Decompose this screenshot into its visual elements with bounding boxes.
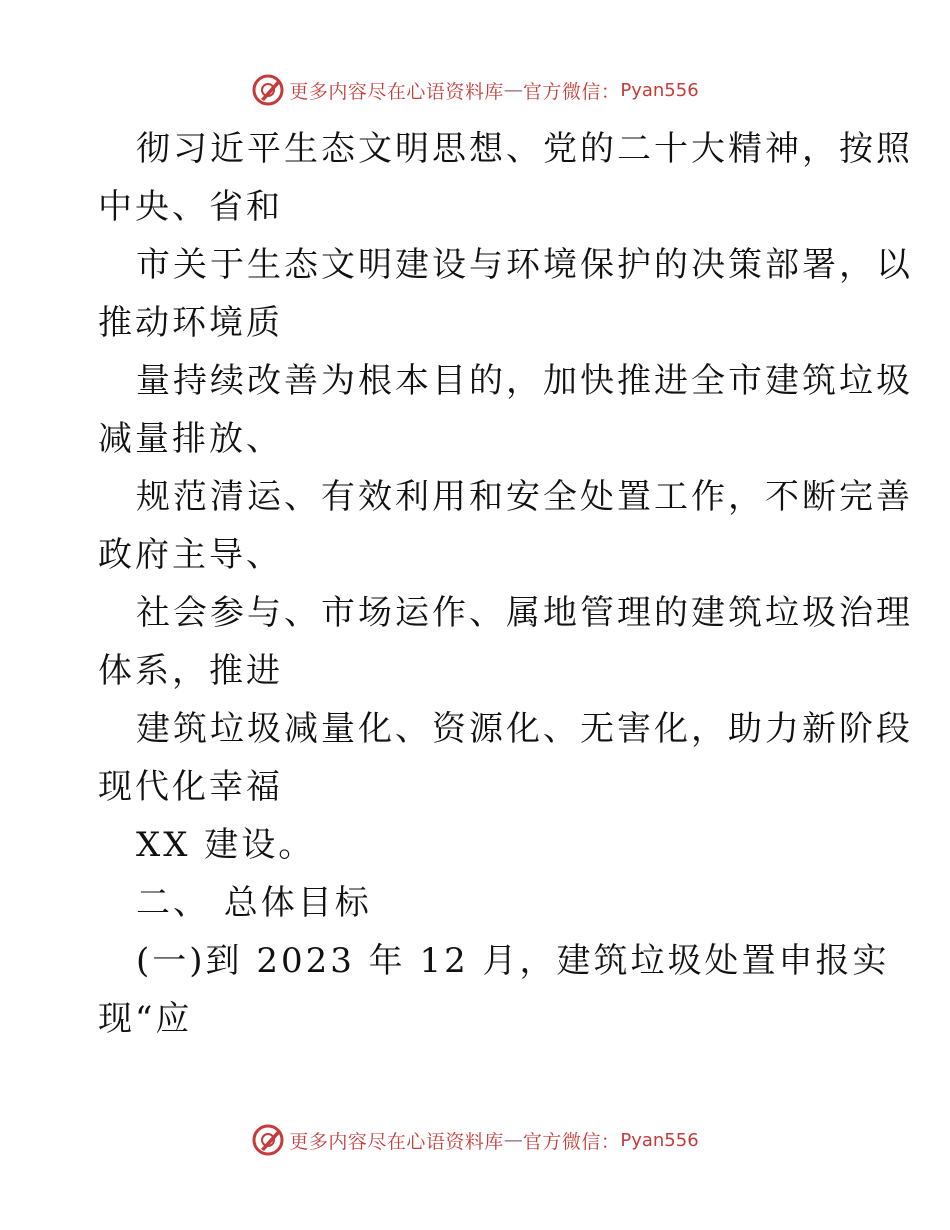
text-line: 推动环境质 [98, 303, 283, 343]
text-line: 体系，推进 [98, 651, 283, 691]
watermark-contact: 官方微信： [522, 80, 621, 103]
watermark-text: 更多内容尽在心语资料库 [289, 80, 504, 103]
brush-logo-icon [251, 73, 285, 107]
text-line: 减量排放、 [98, 419, 283, 459]
watermark-text: 更多内容尽在心语资料库 [289, 1130, 504, 1153]
text-line: 二、 总体目标 [136, 883, 372, 923]
header-watermark [0, 70, 950, 110]
brush-logo-icon [251, 1123, 285, 1157]
text-line: 规范清运、有效利用和安全处置工作，不断完善 [136, 477, 913, 517]
watermark-id: Pyan556 [620, 79, 699, 101]
text-line: XX 建设。 [136, 825, 316, 865]
text-line: 社会参与、市场运作、属地管理的建筑垃圾治理 [136, 593, 913, 633]
text-line: 现代化幸福 [98, 767, 283, 807]
text-line: 中央、省和 [98, 187, 283, 227]
text-line: 市关于生态文明建设与环境保护的决策部署，以 [136, 245, 913, 285]
text-line: 政府主导、 [98, 535, 283, 575]
text-line: 彻习近平生态文明思想、党的二十大精神，按照 [136, 129, 913, 169]
footer-watermark [0, 1120, 950, 1160]
watermark-separator: — [503, 1129, 523, 1151]
watermark-id: Pyan556 [620, 1129, 699, 1151]
text-line: 建筑垃圾减量化、资源化、无害化，助力新阶段 [136, 709, 913, 749]
watermark-separator: — [503, 79, 523, 101]
document-body [98, 120, 913, 1048]
text-line: 现“应 [98, 999, 193, 1039]
text-line: (一)到 2023 年 12 月，建筑垃圾处置申报实 [136, 941, 890, 981]
watermark-contact: 官方微信： [522, 1130, 621, 1153]
text-line: 量持续改善为根本目的，加快推进全市建筑垃圾 [136, 361, 913, 401]
